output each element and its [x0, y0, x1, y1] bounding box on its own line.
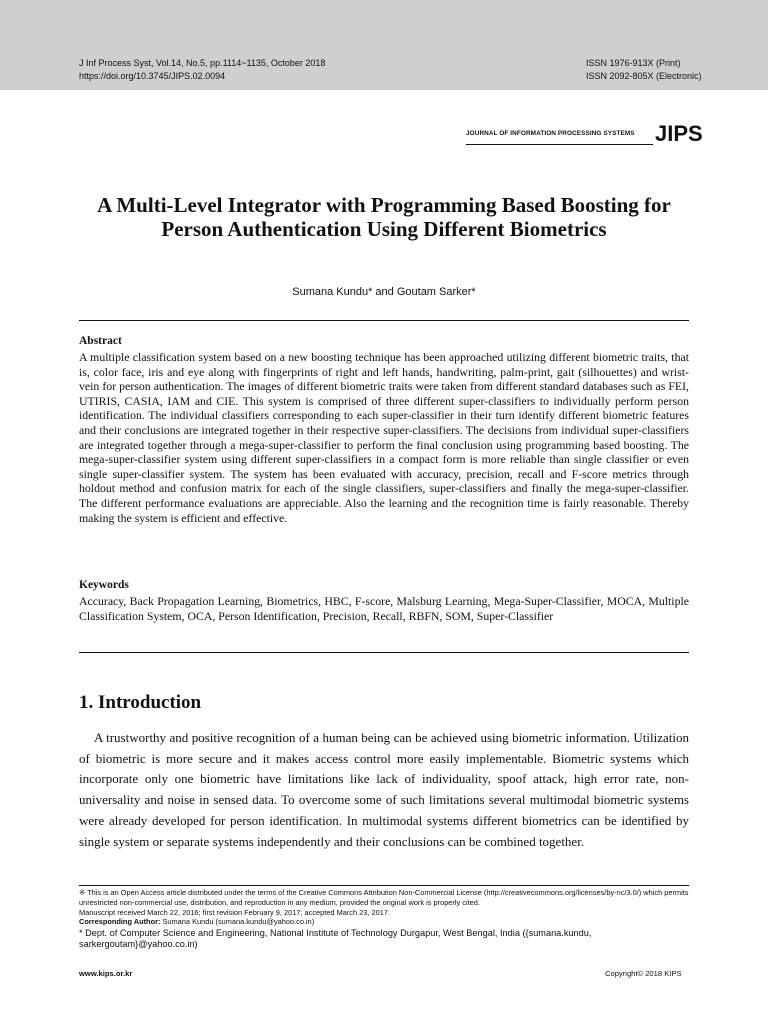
- issn-print: ISSN 1976-913X (Print): [586, 58, 681, 68]
- keywords-label: Keywords: [79, 579, 129, 591]
- citation-block: [79, 57, 325, 82]
- footer-website[interactable]: www.kips.or.kr: [79, 969, 133, 978]
- corresponding-author: [79, 917, 689, 927]
- citation: J Inf Process Syst, Vol.14, No.5, pp.1114~1135, October 2018: [79, 58, 326, 68]
- paper-title: A Multi-Level Integrator with Programming Based Boosting for Person Authentication Using Different Biometrics: [97, 193, 671, 241]
- journal-name: JOURNAL OF INFORMATION PROCESSING SYSTEMS: [466, 130, 635, 137]
- abstract-top-rule: [79, 320, 689, 321]
- issn-block: [586, 57, 702, 82]
- keywords-text: Accuracy, Back Propagation Learning, Biometrics, HBC, F-score, Malsburg Learning, Mega-Super-Classifier, MOCA, Multiple Classification System, OCA, Person Identification, Precision, Recall, RBFN, SOM, Super-Classifier: [79, 594, 689, 623]
- affiliation: * Dept. of Computer Science and Engineering, National Institute of Technology Durgapur, West Bengal, India ({sumana.kundu, sarkergoutam}@yahoo.co.in): [79, 928, 592, 949]
- jips-logo-text: JIPS: [655, 121, 703, 146]
- section-heading-introduction: 1. Introduction: [79, 692, 202, 713]
- abstract-label: Abstract: [79, 335, 122, 347]
- jips-logo: [654, 117, 703, 149]
- corresponding-label: Corresponding Author:: [79, 917, 161, 926]
- footer-copyright: Copyright© 2018 KIPS: [605, 969, 682, 978]
- doi-link[interactable]: https://doi.org/10.3745/JIPS.02.0094: [79, 70, 226, 81]
- authors: Sumana Kundu* and Goutam Sarker*: [292, 286, 476, 298]
- corresponding-text: Sumana Kundu (sumana.kundu@yahoo.co.in): [160, 917, 315, 926]
- footnote-rule: [79, 885, 689, 886]
- journal-rule: [466, 144, 653, 145]
- introduction-text: A trustworthy and positive recognition of a human being can be achieved using biometric information. Utilization of biometric is more secure and it makes access control more easily implementable. Biometric systems which incorporate only one biometric have limitations like lack of individuality, spoof attack, high error rate, non-universality and noise in sensed data. To overcome some of such limitations several multimodal biometric systems were already developed for person identification. In multimodal systems different biometrics can be identified by single system or separate systems independently and their conclusions can be combined together.: [79, 730, 689, 849]
- keywords-bottom-rule: [79, 652, 689, 653]
- issn-electronic: ISSN 2092-805X (Electronic): [586, 70, 702, 81]
- license-note: ※ This is an Open Access article distributed under the terms of the Creative Commons Attribution Non-Commercial License (http://creativecommons.org/licenses/by-nc/3.0/) which permits unrestricted non-commercial use, distribution, and reproduction in any medium, provided the original work is properly cited.: [79, 888, 689, 907]
- manuscript-dates: Manuscript received March 22, 2016; first revision February 9, 2017; accepted March 23, 2017.: [79, 908, 390, 917]
- abstract-text: A multiple classification system based on a new boosting technique has been approached utilizing different biometric traits, that is, color face, iris and eye along with fingerprints of right and left hands, handwriting, palm-print, gait (silhouettes) and wrist-vein for person authentication. The images of different biometric traits were taken from different standard databases such as FEI, UTIRIS, CASIA, IAM and CIE. This system is comprised of three different super-classifiers to individually perform person identification. The individual classifiers corresponding to each super-classifier in their turn identify different biometric features and their conclusions are integrated together in their respective super-classifiers. The decisions from individual super-classifiers are integrated together through a mega-super-classifier to perform the final conclusion using programming based boosting. The mega-super-classifier system using different super-classifiers in a compact form is more reliable than single classifier or even single super-classifier system. The system has been evaluated with accuracy, precision, recall and F-score metrics through holdout method and confusion matrix for each of the single classifiers, super-classifiers and finally the mega-super-classifier. The different performance evaluations are appreciable. Also the learning and the recognition time is fairly reasonable. Thereby making the system is efficient and effective.: [79, 350, 689, 525]
